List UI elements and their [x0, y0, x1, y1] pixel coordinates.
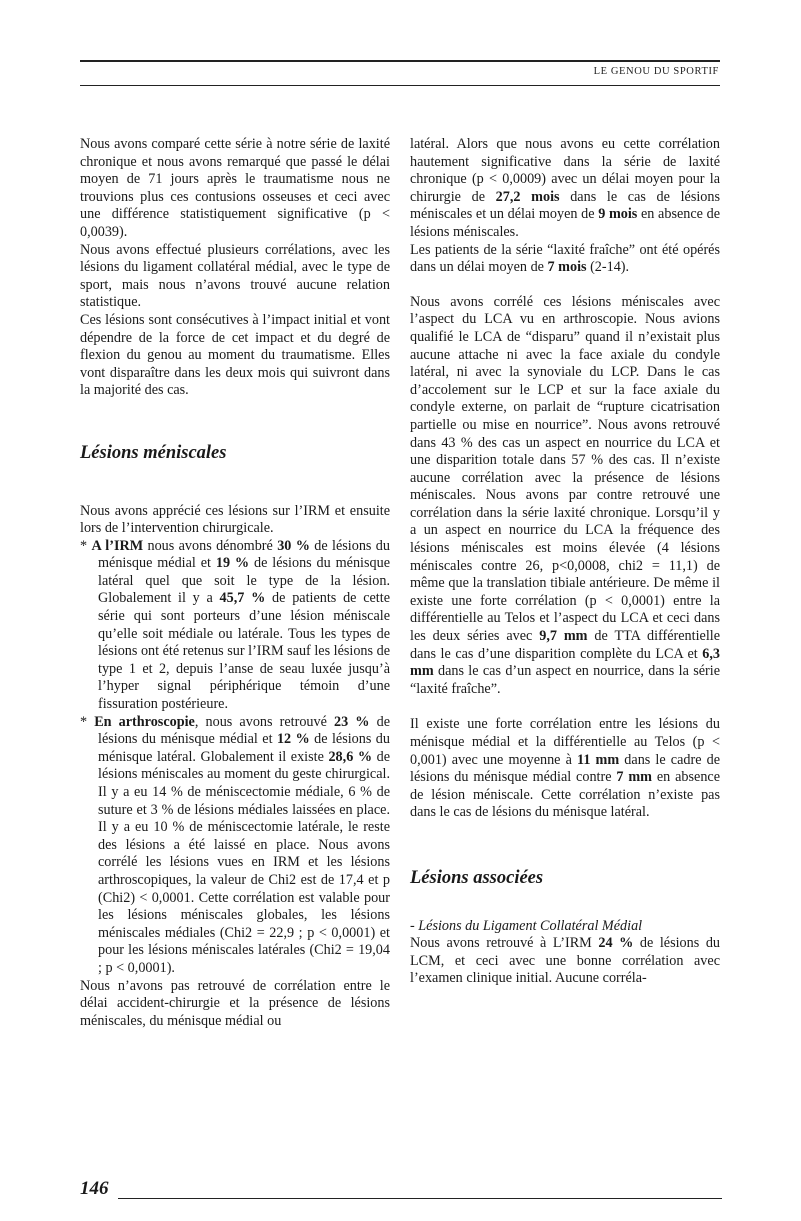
section-heading-meniscal: Lésions méniscales [80, 442, 227, 463]
running-header: LE GENOU DU SPORTIF [593, 66, 719, 77]
paragraph: Nous avons comparé cette série à notre série de laxité chronique et nous avons remarqué que passé le délai moyen de 71 jours après le traumatisme nous ne trouvions plus ces contusions osseuses et ceci avec une différence statistiquement significative (p < 0,0039). [80, 136, 390, 240]
paragraph: Nous avons apprécié ces lésions sur l’IRM et ensuite lors de l’intervention chirurgicale. [80, 502, 390, 537]
page-number: 146 [80, 1178, 109, 1199]
paragraph: Nous avons corrélé ces lésions méniscales avec l’aspect du LCA vu en arthroscopie. Nous avions qualifié le LCA de “disparu” quand il n’existait plus aucune attache ni avec la face axiale du condyle latéral, ni avec la synoviale du LCP. Dans le cas d’accolement sur le LCP et sur la face axiale du condyle externe, on parlait de “rupture cicatrisation partielle ou mise en nourrice”. Nous avons retrouvé dans 43 % des cas un aspect en nourrice du LCA et une disparition totale dans 57 % des cas. Il n’existe aucune corrélation avec la présence de lésions méniscales. Nous avons par contre retrouvé une corrélation dans la série laxité chronique. Lorsqu’il y a un aspect en nourrice du LCA la fréquence des lésions méniscales est moins élevée (4 lésions méniscales contre 26, p<0,0008, chi2 = 11,1) de même que la translation tibiale antérieure. De même il existe une forte corrélation (p < 0,0001) entre la différentielle au Telos et l’aspect du LCA et ceci dans les deux séries avec 9,7 mm de TTA différentielle dans le cas d’une disparition complète du LCA et 6,3 mm dans le cas d’un aspect en nourrice, dans la série “laxité fraîche”. [410, 293, 721, 697]
paragraph: Il existe une forte corrélation entre les lésions du ménisque médial et la différentielle au Telos (p < 0,001) avec une moyenne à 11 mm dans le cadre de lésions du ménisque médial contre 7 mm en absence de lésion méniscale. Cette corrélation n’existe pas dans le cas de lésions du ménisque latéral. [410, 716, 721, 821]
paragraph: Ces lésions sont consécutives à l’impact initial et vont dépendre de la force de cet impact et du degré de flexion du genou au moment du traumatisme. Elles vont disparaître dans les deux mois qui suivront dans la majorité des cas. [80, 311, 390, 399]
header-top-rule [80, 60, 720, 62]
bullet-arthroscopy: * En arthroscopie, nous avons retrouvé 23 % de lésions du ménisque médial et 12 % de lésions du ménisque latéral. Globalement il existe 28,6 % de lésions méniscales au moment du geste chirurgical. Il y a eu 14 % de méniscectomie médiale, 6 % de suture et 3 % de lésions médiales laissées en place. Il y a eu 10 % de méniscectomie latérale, le reste des lésions a été laissé en place. Nous avons corrélé les lésions vues en IRM et les lésions arthroscopiques, la valeur de Chi2 est de 17,4 et p (Chi2) < 0,0001. Cette corrélation est valable pour les lésions méniscales globales, les lésions méniscales médiales (Chi2 = 22,9 ; p < 0,0001) et pour les lésions méniscales latérales (Chi2 = 19,04 ; p < 0,0001). [80, 713, 391, 976]
paragraph: Les patients de la série “laxité fraîche” ont été opérés dans un délai moyen de 7 mois (2-14). [410, 241, 720, 276]
paragraph: Nous avons retrouvé à L’IRM 24 % de lésions du LCM, et ceci avec une bonne corrélation avec l’examen clinique initial. Aucune corréla- [410, 935, 721, 987]
section-heading-associated: Lésions associées [410, 867, 544, 888]
header-bottom-rule [80, 85, 720, 86]
subheading: - Lésions du Ligament Collatéral Médial [410, 917, 643, 934]
paragraph: latéral. Alors que nous avons eu cette corrélation hautement significative dans la série de laxité chronique (p < 0,0009) avec un délai moyen pour la chirurgie de 27,2 mois dans le cas de lésions méniscales et un délai moyen de 9 mois en absence de lésions méniscales. [410, 136, 721, 240]
paragraph: Nous avons effectué plusieurs corrélations, avec les lésions du ligament collatéral médial, avec le type de sport, mais nous n’avons trouvé aucune relation statistique. [80, 241, 390, 311]
right-column [410, 136, 720, 988]
left-column [80, 136, 390, 1030]
footer-rule [118, 1198, 722, 1199]
bullet-irm: * A l’IRM nous avons dénombré 30 % de lésions du ménisque médial et 19 % de lésions du ménisque latéral quel que soit le type de la lésion. Globalement il y a 45,7 % de patients de cette série qui sont porteurs d’une lésion méniscale qu’elle soit médiale ou latérale. Tous les types de lésions ont été retenus sur l’IRM sauf les lésions de type 1 et 2, depuis l’anse de seau luxée jusqu’à l’hyper signal périphérique témoin d’une fissuration postérieure. [80, 537, 390, 713]
paragraph: Nous n’avons pas retrouvé de corrélation entre le délai accident-chirurgie et la présence de lésions méniscales, du ménisque médial ou [80, 977, 390, 1029]
